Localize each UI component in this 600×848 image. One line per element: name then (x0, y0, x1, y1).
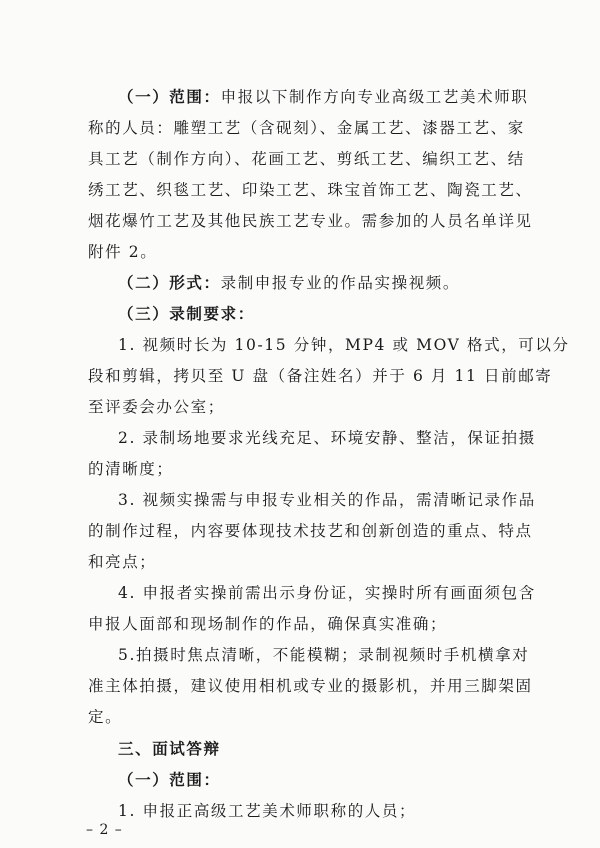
scope-paragraph-line-3: 具工艺（制作方向）、花画工艺、剪纸工艺、编织工艺、结 (88, 150, 525, 168)
page-number: – 2 – (86, 822, 123, 838)
req5-line-1: 5.拍摄时焦点清晰，不能模糊；录制视频时手机横拿对 (118, 646, 530, 664)
form-text: 录制申报专业的作品实操视频。 (220, 274, 461, 292)
req1-line-3: 至评委会办公室； (88, 398, 225, 416)
section-three-title: 三、面试答辩 (118, 740, 221, 758)
scope-paragraph-line-4: 绣工艺、织毯工艺、印染工艺、珠宝首饰工艺、陶瓷工艺、 (88, 181, 533, 199)
scope-paragraph-line-1 (118, 85, 528, 109)
req5-line-3: 定。 (88, 708, 123, 726)
req3-line-3: 和亮点； (88, 553, 157, 571)
req4-line-1: 4. 申报者实操前需出示身份证，实操时所有画面须包含 (118, 584, 536, 602)
scope-text: 申报以下制作方向专业高级工艺美术师职 (220, 88, 529, 106)
req1-line-2: 段和剪辑，拷贝至 U 盘（备注姓名）并于 6 月 11 日前邮寄 (88, 367, 553, 385)
scope-label: （一）范围： (118, 87, 221, 106)
req3-line-1: 3. 视频实操需与申报专业相关的作品，需清晰记录作品 (118, 491, 536, 509)
form-paragraph (118, 271, 460, 295)
req5-line-2: 准主体拍摄，建议使用相机或专业的摄影机，并用三脚架固 (88, 677, 533, 695)
requirements-heading: （三）录制要求： (118, 304, 255, 323)
req2-line-1: 2. 录制场地要求光线充足、环境安静、整洁，保证拍摄 (118, 429, 536, 447)
section-three-scope-label: （一）范围： (118, 770, 221, 789)
section-three-item-1: 1. 申报正高级工艺美术师职称的人员； (118, 802, 417, 820)
req4-line-2: 申报人面部和现场制作的作品，确保真实准确； (88, 615, 448, 633)
scope-paragraph-line-5: 烟花爆竹工艺及其他民族工艺专业。需参加的人员名单详见 (88, 212, 533, 230)
req3-line-2: 的制作过程，内容要体现技术技艺和创新创造的重点、特点 (88, 522, 533, 540)
req2-line-2: 的清晰度； (88, 460, 174, 478)
req1-line-1: 1. 视频时长为 10-15 分钟，MP4 或 MOV 格式，可以分 (118, 336, 570, 354)
scope-paragraph-line-6: 附件 2。 (88, 243, 158, 261)
form-label: （二）形式： (118, 273, 221, 292)
scope-paragraph-line-2: 称的人员：雕塑工艺（含砚刻）、金属工艺、漆器工艺、家 (88, 119, 525, 137)
